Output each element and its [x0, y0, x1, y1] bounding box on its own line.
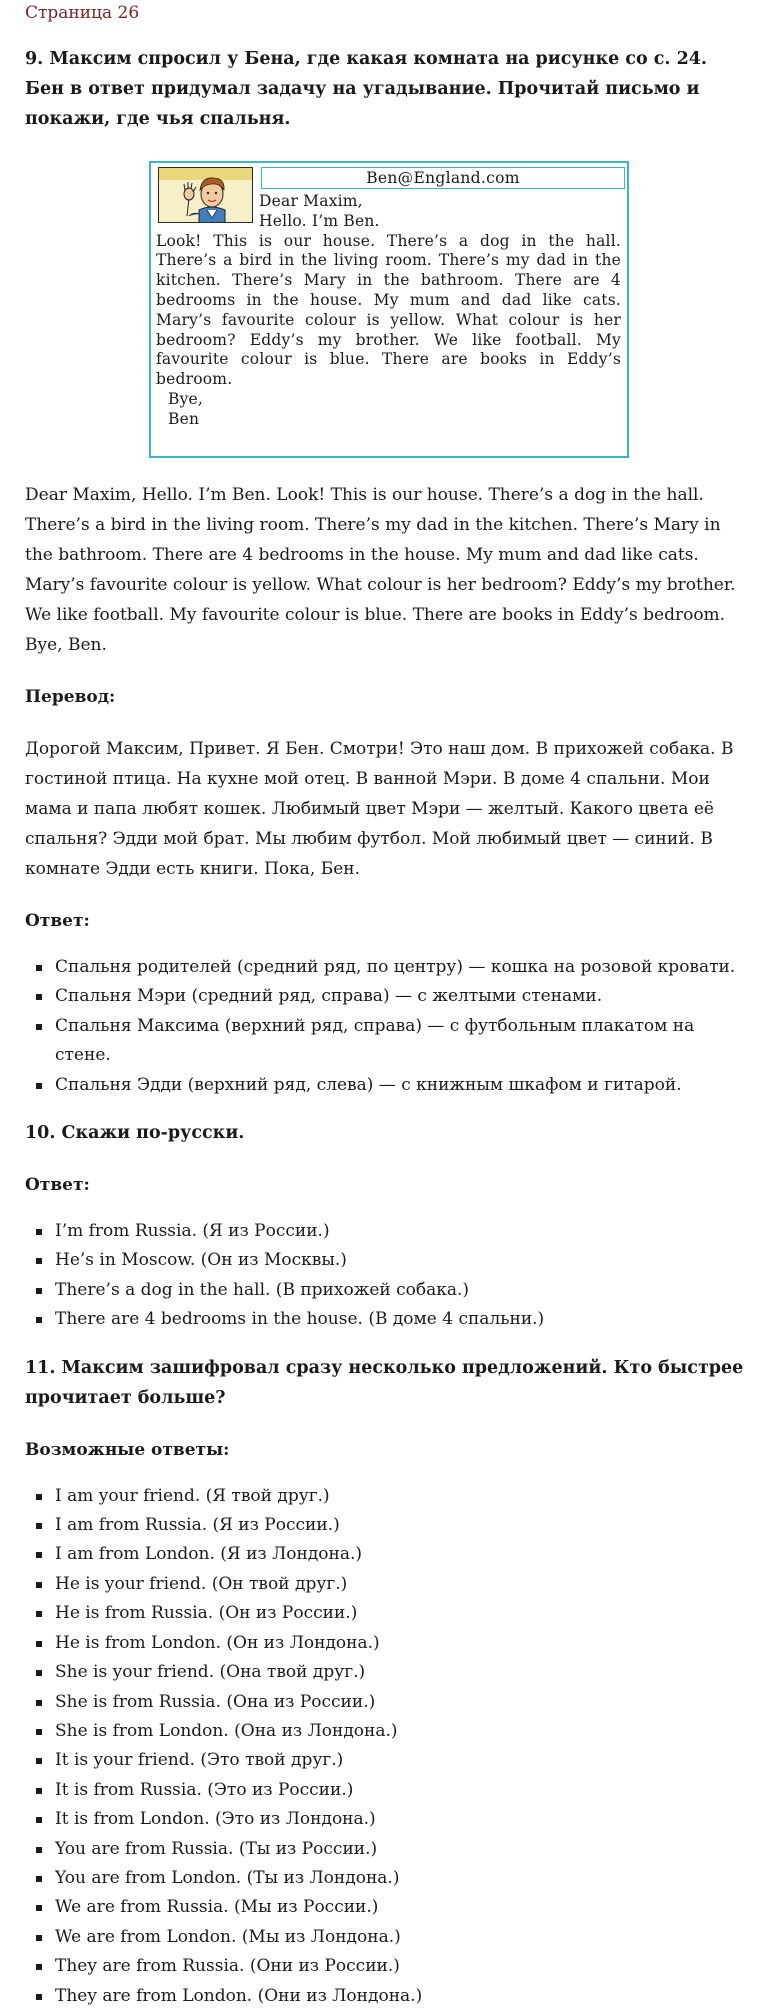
- list-item: It is from London. (Это из Лондона.): [55, 1805, 749, 1834]
- list-item: I am from London. (Я из Лондона.): [55, 1540, 749, 1569]
- list-item: They are from Russia. (Они из России.): [55, 1952, 749, 1981]
- letter-closing-1: Bye,: [168, 389, 204, 408]
- task-9-heading: 9. Максим спросил у Бена, где какая комната на рисунке со с. 24. Бен в ответ придумал задачу на угадывание. Прочитай письмо и покажи, где чья спальня.: [25, 49, 708, 129]
- list-item: They are from London. (Они из Лондона.): [55, 1982, 749, 2011]
- list-item: He’s in Moscow. (Он из Москвы.): [55, 1246, 749, 1275]
- letter-closing-2: Ben: [168, 409, 200, 428]
- list-item: I’m from Russia. (Я из России.): [55, 1217, 749, 1246]
- list-item: You are from Russia. (Ты из России.): [55, 1835, 749, 1864]
- list-item: She is from London. (Она из Лондона.): [55, 1717, 749, 1746]
- task-9-answer-label: Ответ:: [25, 911, 90, 931]
- list-item: Спальня Максима (верхний ряд, справа) — с футбольным плакатом на стене.: [55, 1012, 749, 1071]
- letter-body: Look! This is our house. There’s a dog in the hall. There’s a bird in the living room. There’s my dad in the kitchen. There’s Mary in the bathroom. There are 4 bedrooms in the house. My mum and dad like cats. Mary’s favourite colour is yellow. What colour is her bedroom? Eddy’s my brother. We like football. My favourite colour is blue. There are books in Eddy’s bedroom.: [156, 231, 621, 389]
- list-item: There’s a dog in the hall. (В прихожей собака.): [55, 1276, 749, 1305]
- letter-greeting-2: Hello. I’m Ben.: [259, 211, 380, 230]
- list-item: I am your friend. (Я твой друг.): [55, 1482, 749, 1511]
- list-item: There are 4 bedrooms in the house. (В доме 4 спальни.): [55, 1305, 749, 1334]
- task-11-heading: 11. Максим зашифровал сразу несколько предложений. Кто быстрее прочитает больше?: [25, 1357, 744, 1408]
- list-item: Спальня Мэри (средний ряд, справа) — с желтыми стенами.: [55, 982, 749, 1011]
- task-9-answer-list: [25, 953, 749, 1100]
- list-item: You are from London. (Ты из Лондона.): [55, 1864, 749, 1893]
- task-10-heading: 10. Скажи по-русски.: [25, 1123, 245, 1144]
- list-item: Спальня родителей (средний ряд, по центру) — кошка на розовой кровати.: [55, 953, 749, 982]
- page-link[interactable]: Страница 26: [25, 3, 140, 23]
- task-11-answer-label: Возможные ответы:: [25, 1439, 230, 1460]
- letter-greeting-1: Dear Maxim,: [259, 192, 363, 210]
- letter-figure: [149, 161, 629, 458]
- task-9-text: Dear Maxim, Hello. I’m Ben. Look! This is our house. There’s a dog in the hall. There’s a bird in the living room. There’s my dad in the kitchen. There’s Mary in the bathroom. There are 4 bedrooms in the house. My mum and dad like cats. Mary’s favourite colour is yellow. What colour is her bedroom? Eddy’s my brother. We like football. My favourite colour is blue. There are books in Eddy’s bedroom. Bye, Ben.: [25, 485, 736, 655]
- translation-label: Перевод:: [25, 687, 116, 707]
- list-item: I am from Russia. (Я из России.): [55, 1511, 749, 1540]
- list-item: He is from Russia. (Он из России.): [55, 1599, 749, 1628]
- task-11-answer-list: [25, 1482, 749, 2011]
- list-item: It is your friend. (Это твой друг.): [55, 1746, 749, 1775]
- list-item: He is your friend. (Он твой друг.): [55, 1570, 749, 1599]
- list-item: We are from Russia. (Мы из России.): [55, 1893, 749, 1922]
- list-item: She is your friend. (Она твой друг.): [55, 1658, 749, 1687]
- email-address: Ben@England.com: [261, 167, 625, 189]
- task-10-answer-list: [25, 1217, 749, 1335]
- list-item: He is from London. (Он из Лондона.): [55, 1629, 749, 1658]
- task-10-answer-label: Ответ:: [25, 1175, 90, 1196]
- letter-text: [156, 192, 621, 430]
- list-item: Спальня Эдди (верхний ряд, слева) — с книжным шкафом и гитарой.: [55, 1071, 749, 1100]
- list-item: She is from Russia. (Она из России.): [55, 1688, 749, 1717]
- list-item: We are from London. (Мы из Лондона.): [55, 1923, 749, 1952]
- list-item: It is from Russia. (Это из России.): [55, 1776, 749, 1805]
- translation-text: Дорогой Максим, Привет. Я Бен. Смотри! Это наш дом. В прихожей собака. В гостиной птица. На кухне мой отец. В ванной Мэри. В доме 4 спальни. Мои мама и папа любят кошек. Любимый цвет Мэри — желтый. Какого цвета её спальня? Эдди мой брат. Мы любим футбол. Мой любимый цвет — синий. В комнате Эдди есть книги. Пока, Бен.: [25, 739, 734, 879]
